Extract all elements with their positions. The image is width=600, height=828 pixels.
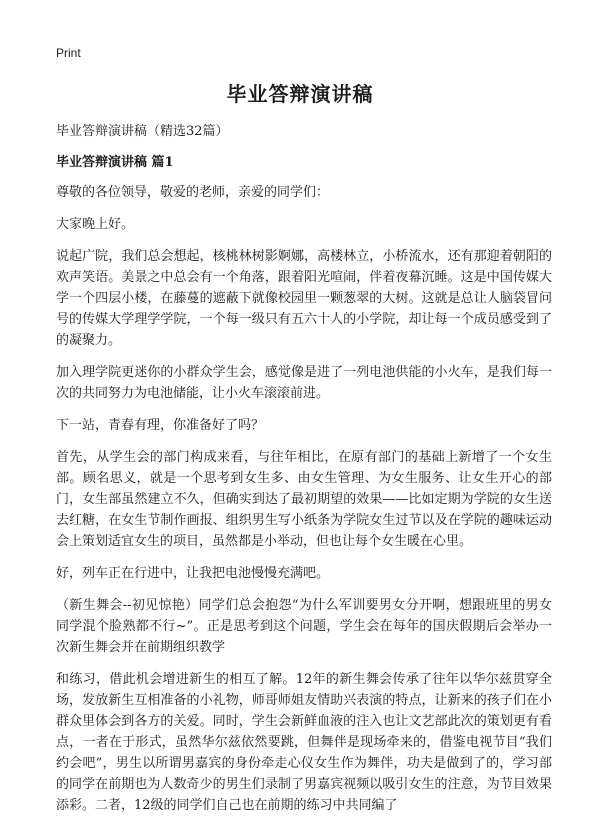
paragraph-departments: 首先，从学生会的部门构成来看，与往年相比，在原有部门的基础上新增了一个女生部。顾名思义，就是一个思考到女生多、由女生管理、为女生服务、让女生开心的部门，女生部虽然建立不久，但确实到达了最初期望的效果——比如定期为学院的女生送去红糖，在女生节制作画报、组织男生写小纸条为学院女生过节以及在学院的趣味运动会上策划适宜女生的项目，虽然都是小举动，但也让每个女生暖在心里。: [56, 450, 552, 549]
paragraph-next-stop: 下一站，青春有理，你准备好了吗？: [56, 418, 265, 433]
paragraph-freshman-ball: （新生舞会--初见惊艳）同学们总会抱怨“为什么军训要男女分开啊，想跟班里的男女同学混个脸熟都不行~”。正是思考到这个问题，学生会在每年的国庆假期后会举办一次新生舞会并在前期组织教学: [56, 598, 552, 655]
paragraph-practice: 和练习，借此机会增进新生的相互了解。12年的新生舞会传承了往年以华尔兹贯穿全场，发放新生互相准备的小礼物，师哥师姐友情助兴表演的特点，让新来的孩子们在小群众里体会到各方的关爱。同时，学生会新鲜血液的注入也让文艺部此次的策划更有看点，一者在于形式，虽然华尔兹依然要跳，但舞伴是现场牵来的，借鉴电视节目“我们约会吧”，男生以所谓男嘉宾的身份牵走心仪女生作为舞伴，功夫是做到了的，学习部的同学在前期也为人数奇少的男生们录制了男嘉宾视频以吸引女生的注意，为节目效果添彩。二者，12级的同学们自己也在前期的练习中共同编了: [56, 672, 552, 813]
paragraph-train: 好，列车正在行进中，让我把电池慢慢充满吧。: [56, 566, 330, 581]
paragraph-hello: 大家晚上好。: [56, 217, 135, 232]
document-body: [56, 120, 552, 827]
document-subtitle: 毕业答辩演讲稿（精选32篇）: [56, 124, 229, 139]
section-heading: 毕业答辩演讲稿 篇1: [56, 155, 174, 170]
paragraph-campus: 说起广院，我们总会想起，核桃林树影婀娜，高楼林立，小桥流水，还有那迎着朝阳的欢声笑语。美景之中总会有一个角落，跟着阳光喧闹，伴着夜幕沉睡。这是中国传媒大学一个四层小楼，在藤蔓的遮蔽下就像校园里一颗葱翠的大树。这就是总让人脑袋冒问号的传媒大学理学学院，一个每一级只有五六十人的小学院，却让每一个成员感受到了的凝聚力。: [56, 249, 552, 348]
page-title: 毕业答辩演讲稿: [226, 82, 374, 106]
paragraph-join: 加入理学院更迷你的小群众学生会，感觉像是进了一列电池供能的小火车，是我们每一次的共同努力为电池储能，让小火车滚滚前进。: [56, 365, 552, 401]
paragraph-greeting: 尊敬的各位领导，敬爱的老师，亲爱的同学们：: [56, 185, 330, 200]
print-link[interactable]: Print: [56, 46, 81, 60]
